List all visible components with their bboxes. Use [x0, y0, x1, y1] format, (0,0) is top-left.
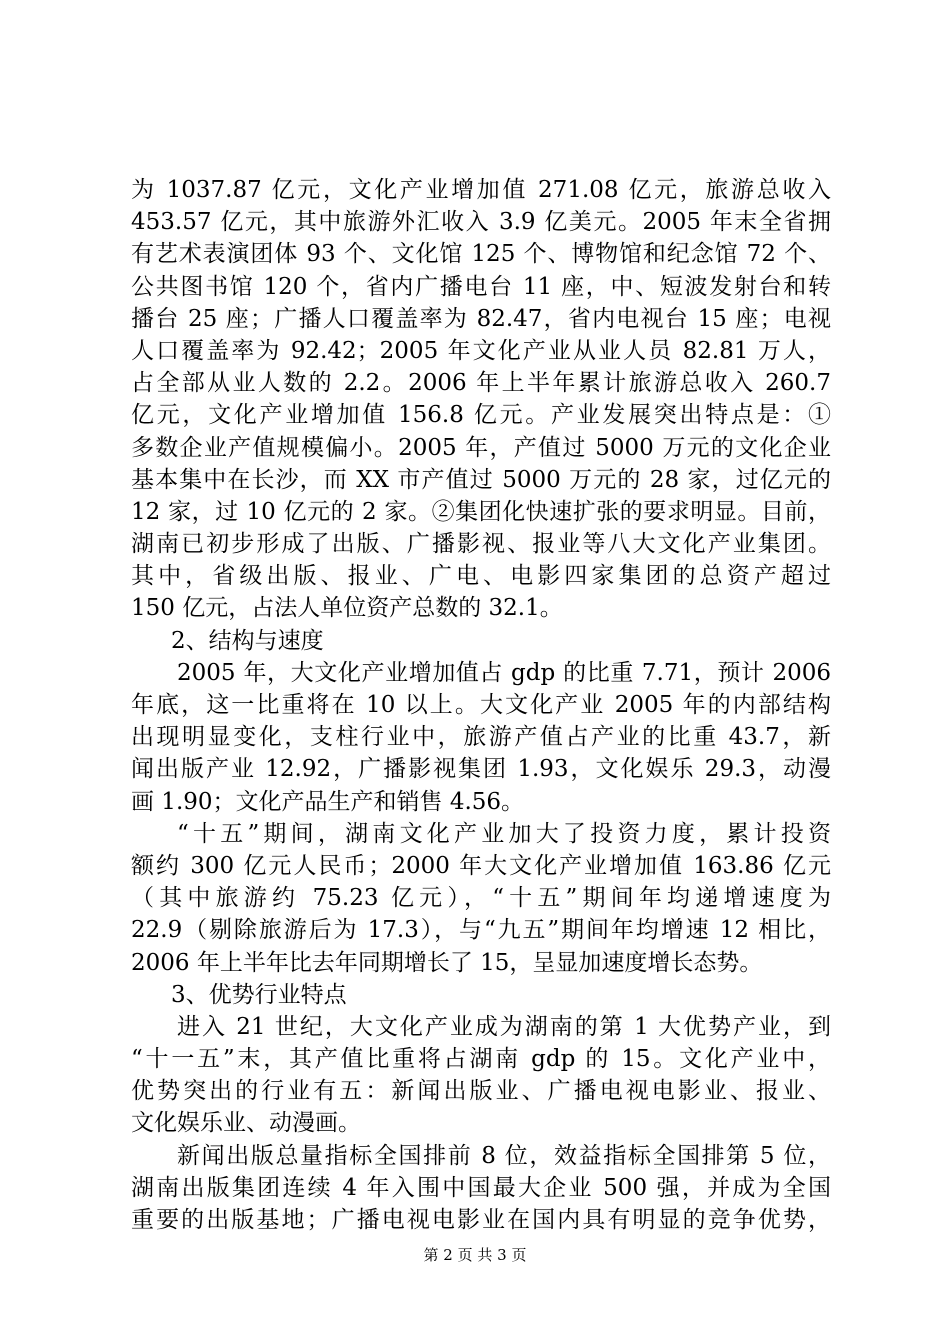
text-line: 额约 300 亿元人民币；2000 年大文化产业增加值 163.86 亿元	[131, 852, 831, 879]
text-line: 其中，省级出版、报业、广电、电影四家集团的总资产超过	[131, 563, 831, 590]
text-line: 为 1037.87 亿元，文化产业增加值 271.08 亿元，旅游总收入	[131, 177, 831, 203]
text-line: 公共图书馆 120 个，省内广播电台 11 座，中、短波发射台和转	[131, 273, 831, 300]
text-line: 湖南出版集团连续 4 年入围中国最大企业 500 强，并成为全国	[131, 1174, 831, 1201]
document-body	[131, 174, 831, 1236]
text-line: 出现明显变化，支柱行业中，旅游产值占产业的比重 43.7，新	[131, 724, 831, 751]
text-line: 基本集中在长沙，而 XX 市产值过 5000 万元的 28 家，过亿元的	[131, 466, 831, 493]
text-line: 优势突出的行业有五：新闻出版业、广播电视电影业、报业、	[131, 1078, 831, 1105]
text-line: 画 1.90；文化产品生产和销售 4.56。	[131, 788, 525, 815]
page-footer: 第 2 页 共 3 页	[423, 1246, 527, 1264]
text-line: 2、结构与速度	[171, 627, 324, 654]
text-line: 2005 年，大文化产业增加值占 gdp 的比重 7.71，预计 2006	[177, 659, 831, 686]
text-line: 文化娱乐业、动漫画。	[131, 1110, 361, 1137]
text-line: “十五”期间，湖南文化产业加大了投资力度，累计投资	[177, 820, 831, 847]
text-line: 多数企业产值规模偏小。2005 年，产值过 5000 万元的文化企业	[131, 434, 831, 461]
text-line: “十一五”末，其产值比重将占湖南 gdp 的 15。文化产业中，	[131, 1046, 831, 1073]
text-line: 12 家，过 10 亿元的 2 家。②集团化快速扩张的要求明显。目前，	[131, 498, 831, 525]
text-line: 150 亿元，占法人单位资产总数的 32.1。	[131, 595, 563, 622]
text-line: 2006 年上半年比去年同期增长了 15，呈显加速度增长态势。	[131, 949, 763, 976]
text-line: 湖南已初步形成了出版、广播影视、报业等八大文化产业集团。	[131, 531, 831, 558]
text-line: （其中旅游约 75.23 亿元），“十五”期间年均递增速度为	[131, 885, 831, 912]
text-line: 年底，这一比重将在 10 以上。大文化产业 2005 年的内部结构	[131, 692, 831, 718]
text-line: 进入 21 世纪，大文化产业成为湖南的第 1 大优势产业，到	[177, 1013, 831, 1040]
text-line: 重要的出版基地；广播电视电影业在国内具有明显的竞争优势，	[131, 1207, 831, 1233]
text-line: 占全部从业人数的 2.2。2006 年上半年累计旅游总收入 260.7	[131, 370, 831, 397]
text-line: 新闻出版总量指标全国排前 8 位，效益指标全国排第 5 位，	[177, 1142, 831, 1169]
text-line: 453.57 亿元，其中旅游外汇收入 3.9 亿美元。2005 年末全省拥	[131, 209, 831, 236]
text-line: 3、优势行业特点	[171, 981, 347, 1008]
text-line: 有艺术表演团体 93 个、文化馆 125 个、博物馆和纪念馆 72 个、	[131, 241, 831, 268]
text-line: 22.9（剔除旅游后为 17.3），与“九五”期间年均增速 12 相比，	[131, 917, 831, 944]
text-line: 亿元，文化产业增加值 156.8 亿元。产业发展突出特点是：①	[131, 402, 831, 429]
text-line: 人口覆盖率为 92.42；2005 年文化产业从业人员 82.81 万人，	[131, 337, 831, 364]
text-line: 播台 25 座；广播人口覆盖率为 82.47，省内电视台 15 座；电视	[131, 305, 831, 332]
text-line: 闻出版产业 12.92，广播影视集团 1.93，文化娱乐 29.3，动漫	[131, 756, 831, 783]
